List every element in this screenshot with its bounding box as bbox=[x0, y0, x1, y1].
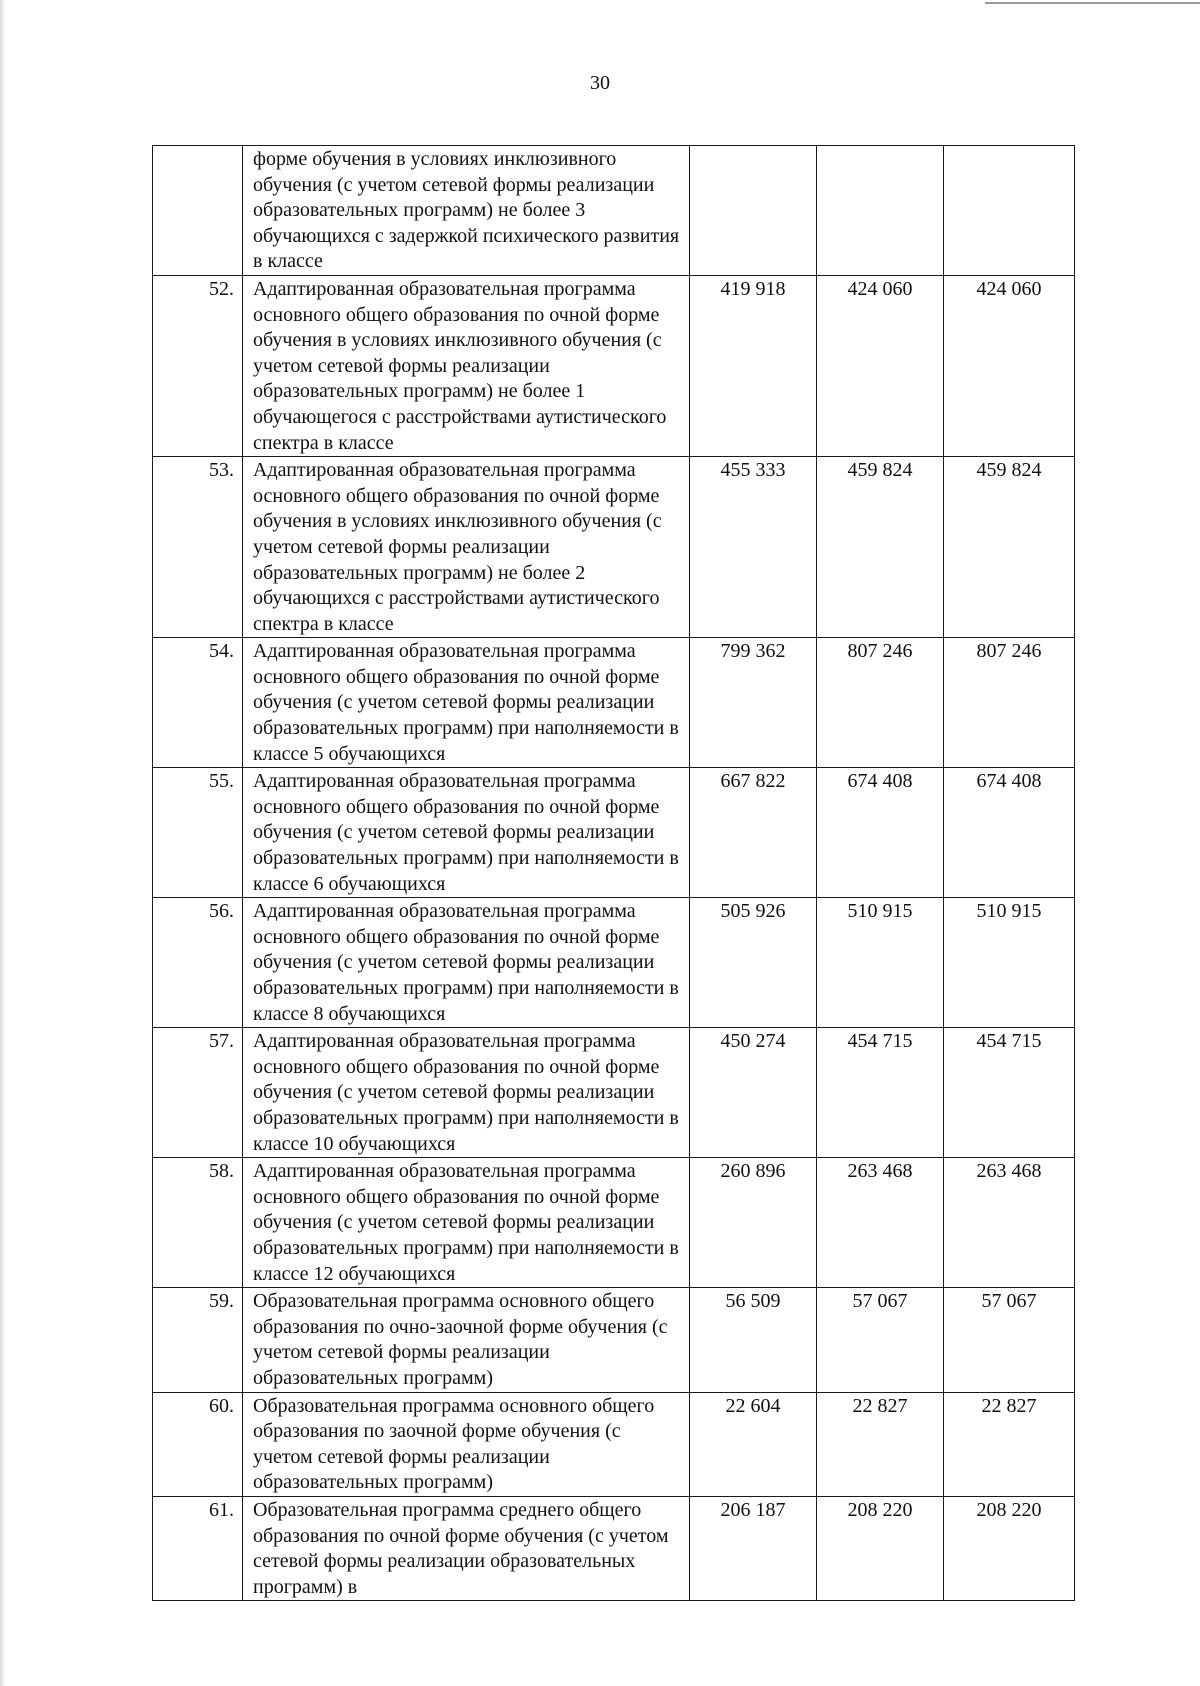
value-col-2: 22 827 bbox=[817, 1392, 944, 1496]
row-number: 57. bbox=[153, 1028, 243, 1158]
table-row bbox=[153, 1028, 1075, 1158]
program-description: Адаптированная образовательная программа основного общего образования по очной форме обучения в условиях инклюзивного обучения (с учетом сетевой формы реализации образовательных программ) не более 1 обучающегося с расстройствами аутистического спектра в классе bbox=[243, 275, 690, 456]
table-row bbox=[153, 146, 1075, 276]
table-row bbox=[153, 1496, 1075, 1600]
row-number: 55. bbox=[153, 768, 243, 898]
row-number: 58. bbox=[153, 1158, 243, 1288]
value-col-2: 424 060 bbox=[817, 275, 944, 456]
value-col-3: 510 915 bbox=[944, 898, 1075, 1028]
value-col-2: 510 915 bbox=[817, 898, 944, 1028]
value-col-1: 206 187 bbox=[690, 1496, 817, 1600]
row-number: 53. bbox=[153, 457, 243, 638]
program-description: Адаптированная образовательная программа основного общего образования по очной форме обучения в условиях инклюзивного обучения (с учетом сетевой формы реализации образовательных программ) не более 2 обучающихся с расстройствами аутистического спектра в классе bbox=[243, 457, 690, 638]
row-number bbox=[153, 146, 243, 276]
value-col-1 bbox=[690, 146, 817, 276]
value-col-3 bbox=[944, 146, 1075, 276]
scan-edge-shadow bbox=[0, 0, 6, 1686]
value-col-1: 667 822 bbox=[690, 768, 817, 898]
table-row bbox=[153, 768, 1075, 898]
value-col-2: 459 824 bbox=[817, 457, 944, 638]
program-description: Образовательная программа основного общего образования по очно-заочной форме обучения (с учетом сетевой формы реализации образовательных программ) bbox=[243, 1288, 690, 1392]
value-col-2: 454 715 bbox=[817, 1028, 944, 1158]
row-number: 61. bbox=[153, 1496, 243, 1600]
program-description: Адаптированная образовательная программа основного общего образования по очной форме обучения (с учетом сетевой формы реализации образовательных программ) при наполняемости в классе 6 обучающихся bbox=[243, 768, 690, 898]
value-col-1: 419 918 bbox=[690, 275, 817, 456]
table-row bbox=[153, 1158, 1075, 1288]
row-number: 59. bbox=[153, 1288, 243, 1392]
value-col-3: 208 220 bbox=[944, 1496, 1075, 1600]
program-description: Адаптированная образовательная программа основного общего образования по очной форме обучения (с учетом сетевой формы реализации образовательных программ) при наполняемости в классе 10 обучающихся bbox=[243, 1028, 690, 1158]
value-col-2: 807 246 bbox=[817, 638, 944, 768]
scan-top-line bbox=[985, 2, 1200, 4]
value-col-1: 505 926 bbox=[690, 898, 817, 1028]
row-number: 54. bbox=[153, 638, 243, 768]
program-description: форме обучения в условиях инклюзивного обучения (с учетом сетевой формы реализации образовательных программ) не более 3 обучающихся с задержкой психического развития в классе bbox=[243, 146, 690, 276]
program-description: Образовательная программа среднего общего образования по очной форме обучения (с учетом сетевой формы реализации образовательных программ) в bbox=[243, 1496, 690, 1600]
value-col-3: 674 408 bbox=[944, 768, 1075, 898]
table-row bbox=[153, 457, 1075, 638]
table-row bbox=[153, 275, 1075, 456]
row-number: 52. bbox=[153, 275, 243, 456]
table-row bbox=[153, 898, 1075, 1028]
value-col-3: 459 824 bbox=[944, 457, 1075, 638]
value-col-3: 807 246 bbox=[944, 638, 1075, 768]
tariff-table bbox=[152, 145, 1075, 1601]
value-col-3: 57 067 bbox=[944, 1288, 1075, 1392]
program-description: Адаптированная образовательная программа основного общего образования по очной форме обучения (с учетом сетевой формы реализации образовательных программ) при наполняемости в классе 5 обучающихся bbox=[243, 638, 690, 768]
value-col-3: 424 060 bbox=[944, 275, 1075, 456]
program-description: Образовательная программа основного общего образования по заочной форме обучения (с учетом сетевой формы реализации образовательных программ) bbox=[243, 1392, 690, 1496]
value-col-2: 674 408 bbox=[817, 768, 944, 898]
row-number: 56. bbox=[153, 898, 243, 1028]
program-description: Адаптированная образовательная программа основного общего образования по очной форме обучения (с учетом сетевой формы реализации образовательных программ) при наполняемости в классе 8 обучающихся bbox=[243, 898, 690, 1028]
value-col-1: 450 274 bbox=[690, 1028, 817, 1158]
value-col-3: 263 468 bbox=[944, 1158, 1075, 1288]
value-col-3: 22 827 bbox=[944, 1392, 1075, 1496]
value-col-2: 263 468 bbox=[817, 1158, 944, 1288]
value-col-1: 260 896 bbox=[690, 1158, 817, 1288]
table-row bbox=[153, 1288, 1075, 1392]
value-col-3: 454 715 bbox=[944, 1028, 1075, 1158]
value-col-2: 57 067 bbox=[817, 1288, 944, 1392]
program-description: Адаптированная образовательная программа основного общего образования по очной форме обучения (с учетом сетевой формы реализации образовательных программ) при наполняемости в классе 12 обучающихся bbox=[243, 1158, 690, 1288]
value-col-1: 799 362 bbox=[690, 638, 817, 768]
value-col-1: 455 333 bbox=[690, 457, 817, 638]
row-number: 60. bbox=[153, 1392, 243, 1496]
value-col-1: 56 509 bbox=[690, 1288, 817, 1392]
page-number: 30 bbox=[590, 72, 610, 94]
value-col-2 bbox=[817, 146, 944, 276]
value-col-1: 22 604 bbox=[690, 1392, 817, 1496]
table-row bbox=[153, 1392, 1075, 1496]
value-col-2: 208 220 bbox=[817, 1496, 944, 1600]
table-row bbox=[153, 638, 1075, 768]
